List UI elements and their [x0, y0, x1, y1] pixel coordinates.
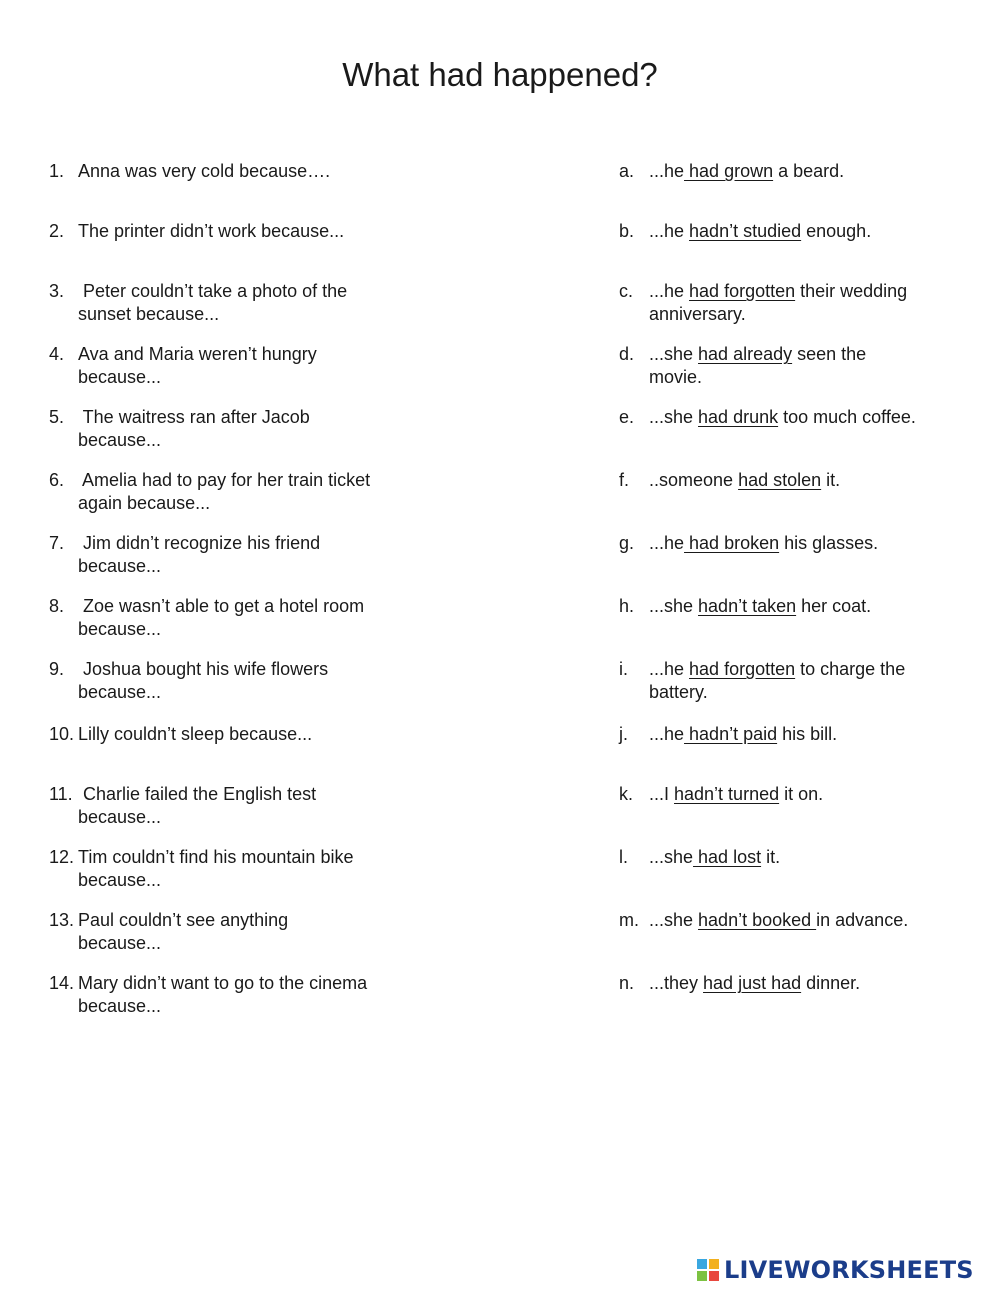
item-number: 14.: [49, 973, 75, 993]
item-letter: d.: [619, 344, 635, 364]
ending-suffix: his glasses.: [779, 533, 879, 553]
ending-suffix: a beard.: [773, 161, 845, 181]
past-perfect-underlined: hadn’t studied: [689, 221, 802, 241]
item-letter: k.: [619, 784, 634, 804]
sentence-start-item: [49, 220, 489, 243]
sentence-start-item: [49, 783, 489, 829]
item-text-continued: because...: [78, 556, 162, 576]
ending-suffix: it.: [761, 847, 781, 867]
item-text-continued: because...: [78, 870, 162, 890]
sentence-ending-item: [619, 406, 969, 429]
ending-prefix: ...she: [649, 847, 694, 867]
item-text-continued: because...: [78, 996, 162, 1016]
sentence-start-item: [49, 909, 489, 955]
sentence-start-item: [49, 658, 489, 704]
sentence-start-item: [49, 406, 489, 452]
item-letter: e.: [619, 407, 635, 427]
item-text: Joshua bought his wife flowers: [78, 659, 329, 679]
item-text: Anna was very cold because….: [78, 161, 331, 181]
item-text-continued: again because...: [78, 493, 211, 513]
liveworksheets-logo: [697, 1253, 974, 1287]
item-number: 6.: [49, 470, 65, 490]
item-letter: f.: [619, 470, 630, 490]
item-text-continued: because...: [78, 367, 162, 387]
item-text: Mary didn’t want to go to the cinema: [78, 973, 368, 993]
item-text: The printer didn’t work because...: [78, 221, 345, 241]
sentence-ending-item: [619, 280, 969, 326]
ending-suffix: dinner.: [801, 973, 861, 993]
past-perfect-underlined: hadn’t taken: [698, 596, 797, 616]
ending-suffix: their wedding anniversary.: [649, 281, 908, 324]
item-number: 2.: [49, 221, 65, 241]
ending-prefix: ...she: [649, 910, 699, 930]
ending-prefix: ...she: [649, 407, 699, 427]
sentence-start-item: [49, 532, 489, 578]
item-text-continued: because...: [78, 619, 162, 639]
past-perfect-underlined: hadn’t turned: [674, 784, 780, 804]
item-text: Charlie failed the English test: [78, 784, 317, 804]
item-number: 11.: [49, 784, 73, 804]
past-perfect-underlined: had grown: [684, 161, 774, 181]
ending-suffix: in advance.: [816, 910, 909, 930]
past-perfect-underlined: had already: [698, 344, 793, 364]
sentence-start-item: [49, 595, 489, 641]
item-number: 13.: [49, 910, 75, 930]
logo-block: [697, 1259, 707, 1269]
sentence-start-item: [49, 972, 489, 1018]
past-perfect-underlined: hadn’t booked: [698, 910, 817, 930]
ending-prefix: ...she: [649, 596, 699, 616]
ending-suffix: too much coffee.: [778, 407, 916, 427]
ending-suffix: seen the movie.: [649, 344, 867, 387]
sentence-ending-item: [619, 343, 969, 389]
item-letter: h.: [619, 596, 635, 616]
item-text-continued: sunset because...: [78, 304, 220, 324]
item-letter: g.: [619, 533, 635, 553]
item-text: The waitress ran after Jacob: [78, 407, 310, 427]
sentence-ending-item: [619, 160, 969, 183]
sentence-ending-item: [619, 658, 969, 704]
ending-suffix: to charge the battery.: [649, 659, 906, 702]
ending-suffix: it.: [821, 470, 841, 490]
item-text: Amelia had to pay for her train ticket: [78, 470, 371, 490]
ending-prefix: ...they: [649, 973, 704, 993]
sentence-start-item: [49, 469, 489, 515]
item-number: 5.: [49, 407, 65, 427]
item-number: 12.: [49, 847, 75, 867]
item-number: 7.: [49, 533, 65, 553]
sentence-start-item: [49, 160, 489, 183]
item-text-continued: because...: [78, 807, 162, 827]
item-text: Lilly couldn’t sleep because...: [78, 724, 313, 744]
logo-block: [709, 1259, 719, 1269]
item-text: Jim didn’t recognize his friend: [78, 533, 321, 553]
item-text: Ava and Maria weren’t hungry: [78, 344, 317, 364]
ending-suffix: his bill.: [777, 724, 838, 744]
ending-prefix: ...she: [649, 344, 699, 364]
item-number: 3.: [49, 281, 65, 301]
past-perfect-underlined: had broken: [684, 533, 780, 553]
sentence-ending-item: [619, 220, 969, 243]
ending-suffix: it on.: [779, 784, 824, 804]
item-number: 4.: [49, 344, 65, 364]
sentence-ending-item: [619, 846, 969, 869]
item-letter: a.: [619, 161, 635, 181]
ending-prefix: ...I: [649, 784, 675, 804]
ending-prefix: ...he: [649, 221, 690, 241]
item-text: Zoe wasn’t able to get a hotel room: [78, 596, 365, 616]
sentence-ending-item: [619, 783, 969, 806]
item-text: Paul couldn’t see anything: [78, 910, 289, 930]
item-text-continued: because...: [78, 933, 162, 953]
past-perfect-underlined: had drunk: [698, 407, 779, 427]
item-letter: l.: [619, 847, 628, 867]
ending-prefix: ..someone: [649, 470, 739, 490]
sentence-ending-item: [619, 532, 969, 555]
sentence-ending-item: [619, 723, 969, 746]
item-text-continued: because...: [78, 682, 162, 702]
item-letter: c.: [619, 281, 634, 301]
past-perfect-underlined: hadn’t paid: [684, 724, 778, 744]
item-number: 1.: [49, 161, 65, 181]
ending-suffix: enough.: [801, 221, 872, 241]
past-perfect-underlined: had forgotten: [689, 281, 796, 301]
ending-prefix: ...he: [649, 161, 685, 181]
sentence-ending-item: [619, 972, 969, 995]
item-letter: i.: [619, 659, 628, 679]
item-text: Tim couldn’t find his mountain bike: [78, 847, 354, 867]
ending-prefix: ...he: [649, 533, 685, 553]
sentence-ending-item: [619, 595, 969, 618]
logo-block: [697, 1271, 707, 1281]
item-letter: j.: [619, 724, 628, 744]
ending-prefix: ...he: [649, 724, 685, 744]
ending-prefix: ...he: [649, 281, 690, 301]
sentence-ending-item: [619, 909, 969, 932]
past-perfect-underlined: had lost: [693, 847, 762, 867]
ending-suffix: her coat.: [796, 596, 872, 616]
item-letter: n.: [619, 973, 635, 993]
item-letter: m.: [619, 910, 639, 930]
sentence-start-item: [49, 723, 489, 746]
sentence-start-item: [49, 343, 489, 389]
item-letter: b.: [619, 221, 635, 241]
brand-name: LIVEWORKSHEETS: [724, 1256, 974, 1284]
item-text: Peter couldn’t take a photo of the: [78, 281, 348, 301]
page-title: What had happened?: [342, 56, 658, 93]
item-number: 8.: [49, 596, 65, 616]
past-perfect-underlined: had stolen: [738, 470, 822, 490]
item-text-continued: because...: [78, 430, 162, 450]
ending-prefix: ...he: [649, 659, 690, 679]
past-perfect-underlined: had just had: [703, 973, 802, 993]
item-number: 10.: [49, 724, 75, 744]
past-perfect-underlined: had forgotten: [689, 659, 796, 679]
sentence-start-item: [49, 846, 489, 892]
logo-blocks-icon: [697, 1259, 719, 1281]
logo-block: [709, 1271, 719, 1281]
item-number: 9.: [49, 659, 65, 679]
sentence-start-item: [49, 280, 489, 326]
sentence-ending-item: [619, 469, 969, 492]
